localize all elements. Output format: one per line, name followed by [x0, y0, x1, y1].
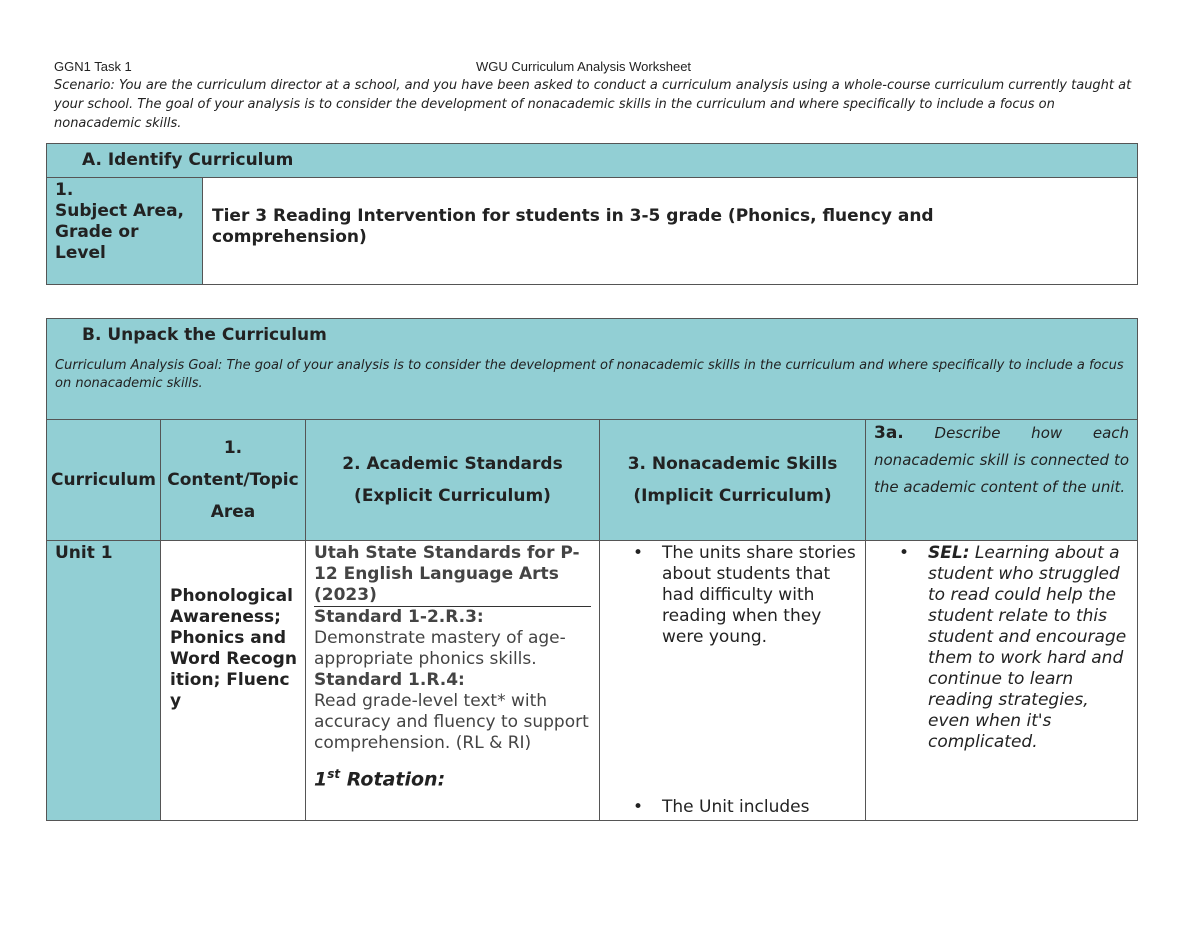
- topic-cell: [161, 541, 306, 821]
- sel-label: SEL:: [928, 543, 970, 563]
- standard-2-label: Standard 1.R.4:: [314, 670, 465, 690]
- col-describe: [866, 420, 1138, 541]
- section-a-header: [47, 144, 1138, 178]
- rotation-number: 1: [314, 768, 328, 791]
- describe-cell: [866, 541, 1138, 821]
- header-task: GGN1 Task 1: [54, 59, 132, 74]
- standard-1-text: Demonstrate mastery of age-appropriate phonics skills.: [314, 628, 566, 669]
- sel-item: [866, 543, 1129, 753]
- rotation-label: Rotation:: [346, 768, 446, 791]
- nonacademic-item: • The Unit includes: [600, 797, 861, 818]
- col-curriculum: [47, 420, 161, 541]
- col-academic: [306, 420, 600, 541]
- subject-value: Tier 3 Reading Intervention for students in 3-5 grade (Phonics, fluency and comprehension): [212, 206, 934, 247]
- standard-1-label: Standard 1-2.R.3:: [314, 607, 484, 627]
- nonacademic-item: • The units share stories about students that had difficulty with reading when they were young.: [600, 543, 861, 797]
- standard-2-text: Read grade-level text* with accuracy and fluency to support comprehension. (RL & RI): [314, 691, 589, 753]
- unit-cell: [47, 541, 161, 821]
- unit-label: Unit 1: [55, 543, 113, 563]
- col-content-number: 1.: [223, 438, 243, 458]
- standards-heading: Utah State Standards for P-12 English Language Arts (2023): [314, 543, 591, 607]
- col-nonacademic-line1: 3. Nonacademic Skills: [627, 454, 838, 474]
- nonacademic-cell: [600, 541, 866, 821]
- col-curriculum-label: Curriculum: [51, 469, 156, 490]
- standards-cell: [306, 541, 600, 821]
- subject-value-cell: [203, 178, 1138, 285]
- sel-text: Learning about a student who struggled to read could help the student relate to this student and encourage them to work hard and continue to learn reading strategies, even when it's complicated.: [928, 543, 1127, 752]
- section-b-table: [46, 318, 1138, 821]
- col-describe-number: 3a.: [874, 423, 904, 443]
- col-academic-line1: 2. Academic Standards: [342, 454, 563, 474]
- topic-text: Phonological Awareness; Phonics and Word Recognition; Fluency: [170, 586, 297, 711]
- col-nonacademic-line2: (Implicit Curriculum): [633, 486, 832, 506]
- section-a-table: [46, 143, 1138, 285]
- nonacademic-list: [600, 543, 861, 818]
- col-content-label: Content/Topic Area: [167, 470, 299, 522]
- col-academic-line2: (Explicit Curriculum): [354, 486, 551, 506]
- col-content: [161, 420, 306, 541]
- col-nonacademic: [600, 420, 866, 541]
- col-describe-text: Describe how each nonacademic skill is connected to the academic content of the unit.: [874, 424, 1130, 496]
- section-b-header: [47, 319, 1138, 420]
- section-a-title: A. Identify Curriculum: [82, 150, 294, 170]
- header-title: WGU Curriculum Analysis Worksheet: [476, 59, 692, 74]
- rotation-heading: [314, 764, 591, 790]
- subject-label: Subject Area, Grade or Level: [55, 201, 184, 263]
- subject-label-cell: [47, 178, 203, 285]
- scenario-text: Scenario: You are the curriculum director at a school, and you have been asked to conduct a curriculum analysis using a whole-course curriculum currently taught at your school. The goal of your analysis is to consider the development of nonacademic skills in the curriculum and where specifically to include a focus on nonacademic skills.: [54, 78, 1132, 131]
- analysis-goal: Curriculum Analysis Goal: The goal of your analysis is to consider the development of nonacademic skills in the curriculum and where specifically to include a focus on nonacademic skills.: [55, 358, 1124, 391]
- rotation-superscript: st: [327, 767, 341, 781]
- section-b-title: B. Unpack the Curriculum: [82, 325, 327, 345]
- describe-list: [866, 543, 1129, 753]
- subject-label-number: 1.: [55, 180, 74, 200]
